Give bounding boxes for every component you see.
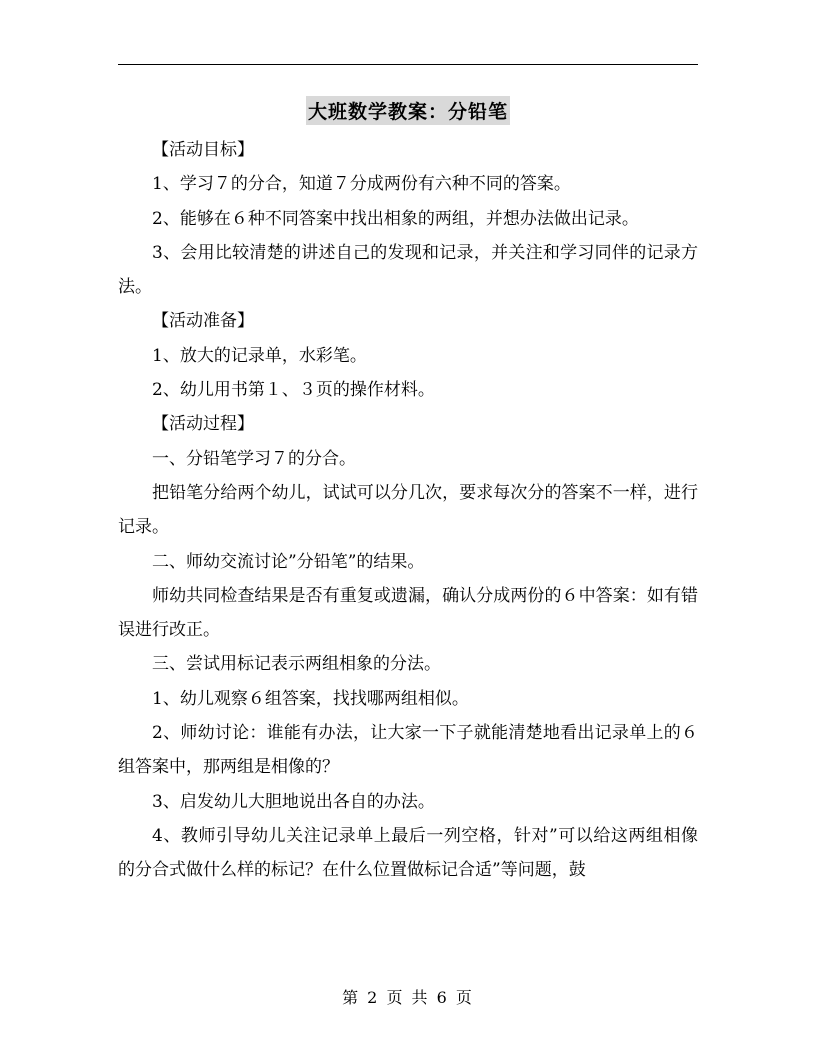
- paragraph: 4、教师引导幼儿关注记录单上最后一列空格，针对”可以给这两组相像的分合式做什么样的标记？在什么位置做标记合适”等问题，鼓: [118, 825, 698, 881]
- paragraph: 三、尝试用标记表示两组相象的分法。: [152, 654, 441, 675]
- paragraph: 师幼共同检查结果是否有重复或遗漏，确认分成两份的６中答案：如有错误进行改正。: [118, 585, 698, 641]
- paragraph: 1、学习７的分合，知道７分成两份有六种不同的答案。: [152, 174, 571, 195]
- paragraph: 2、幼儿用书第１、３页的操作材料。: [152, 380, 435, 401]
- paragraph: 二、师幼交流讨论”分铅笔”的结果。: [152, 551, 425, 572]
- paragraph: 【活动目标】: [152, 140, 254, 160]
- paragraph: 【活动准备】: [152, 311, 254, 332]
- paragraph: 1、幼儿观察６组答案，找找哪两组相似。: [152, 688, 469, 709]
- paragraph: 3、启发幼儿大胆地说出各自的办法。: [152, 791, 435, 812]
- paragraph: 一、分铅笔学习７的分合。: [152, 448, 356, 469]
- paragraph: 3、会用比较清楚的讲述自己的发现和记录，并关注和学习同伴的记录方法。: [118, 242, 698, 298]
- paragraph: 2、能够在６种不同答案中找出相象的两组，并想办法做出记录。: [152, 208, 639, 229]
- page-footer: 第 2 页 共 6 页: [342, 988, 474, 1007]
- paragraph: 把铅笔分给两个幼儿，试试可以分几次，要求每次分的答案不一样，进行记录。: [118, 482, 698, 538]
- paragraph: 2、师幼讨论：谁能有办法，让大家一下子就能清楚地看出记录单上的６组答案中，那两组是相像的？: [118, 723, 698, 778]
- paragraph: 【活动过程】: [152, 414, 254, 435]
- paragraph: 1、放大的记录单，水彩笔。: [152, 345, 367, 366]
- document-title: 大班数学教案：分铅笔: [306, 96, 510, 125]
- document-body: [118, 133, 698, 888]
- document-title-block: [0, 96, 816, 125]
- header-rule: [118, 64, 698, 65]
